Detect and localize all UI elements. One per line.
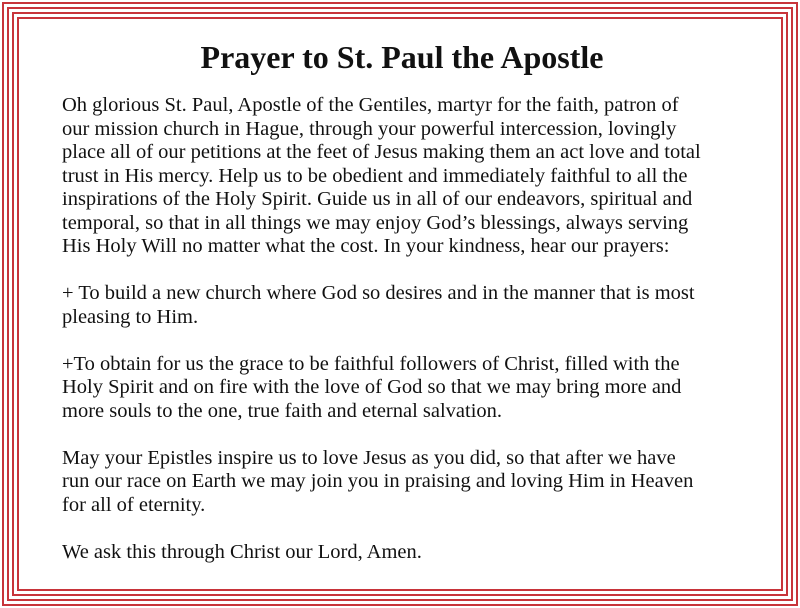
epistles-paragraph: May your Epistles inspire us to love Jesus as you did, so that after we have run our race on Earth we may join you in praising and loving Him in Heaven for all of eternity. xyxy=(62,446,694,516)
prayer-title: Prayer to St. Paul the Apostle xyxy=(200,39,604,75)
petition-new-church: + To build a new church where God so desires and in the manner that is most pleasing to Him. xyxy=(62,282,695,328)
closing-line: We ask this through Christ our Lord, Amen. xyxy=(62,540,422,563)
petition-grace: +To obtain for us the grace to be faithful followers of Christ, filled with the Holy Spirit and on fire with the love of God so that we may bring more and more souls to the one, true faith and eternal salvation. xyxy=(62,352,682,422)
prayer-card xyxy=(62,38,742,564)
prayer-intro-paragraph: Oh glorious St. Paul, Apostle of the Gentiles, martyr for the faith, patron of our mission church in Hague, through your powerful intercession, lovingly place all of our petitions at the feet of Jesus making them an act love and total trust in His mercy. Help us to be obedient and immediately faithful to all the inspirations of the Holy Spirit. Guide us in all of our endeavors, spiritual and temporal, so that in all things we may enjoy God’s blessings, always serving His Holy Will no matter what the cost. In your kindness, hear our prayers: xyxy=(62,94,701,257)
